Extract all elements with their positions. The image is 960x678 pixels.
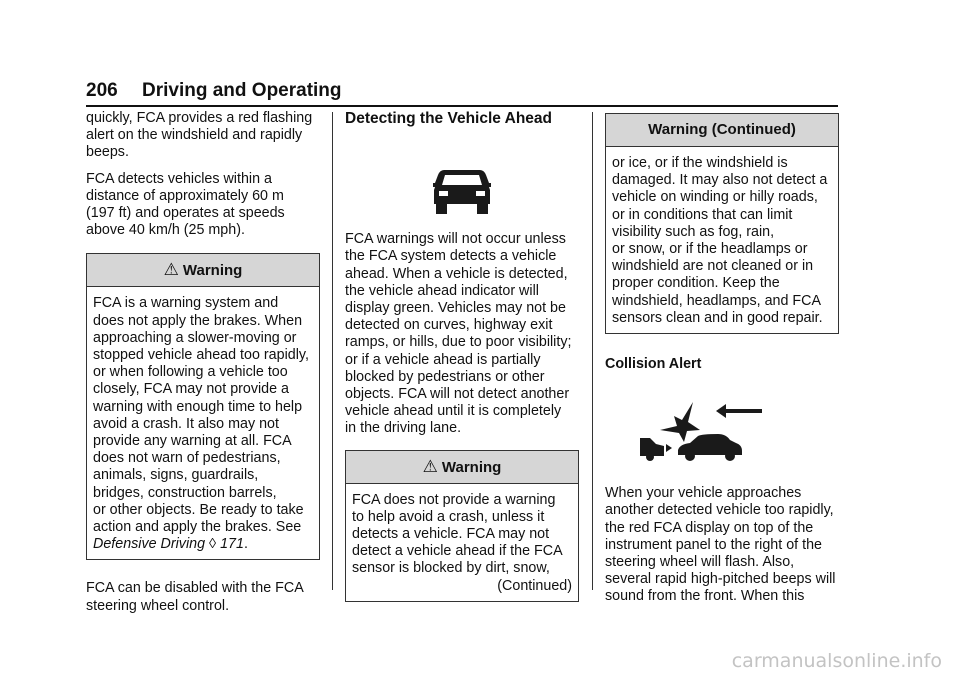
column-2 [345, 110, 579, 602]
column-divider [332, 112, 333, 590]
paragraph: FCA warnings will not occur unless the FCA system detects a vehicle ahead. When a vehicle is detected, the vehicle ahead indicator will display green. Vehicles may not be detected on curves, highway exit ramps, or hills, due to poor visibility; or if a vehicle ahead is partially blocked by pedestrians or other objects. FCA will not detect another vehicle ahead until it is completely in the driving lane. [345, 231, 572, 437]
header-rule [86, 105, 838, 107]
warning-body: FCA does not provide a warning to help avoid a crash, unless it detects a vehicle. FCA may not detect a vehicle ahead if the FCA sensor is blocked by dirt, snow, (Continued) [352, 491, 572, 594]
warning-header: Warning (Continued) [606, 114, 838, 147]
warning-body: FCA is a warning system and does not apply the brakes. When approaching a slower-moving or stopped vehicle ahead too rapidly, or when following a vehicle too closely, FCA may not provide a warning with enough time to help avoid a crash. It also may not provide any warning at all. FCA does not warn of pedestrians, animals, signs, guardrails, bridges, construction barrels, or other objects. Be ready to take action and apply the brakes. See Defensive Driving ◊ 171. [87, 287, 319, 559]
vehicle-ahead-figure [345, 127, 579, 231]
page-ref-icon: ◊ [209, 536, 217, 553]
page-number: 206 [86, 80, 118, 101]
warning-box-continued [605, 113, 839, 334]
continued-label: (Continued) [497, 577, 572, 594]
warning-header: ⚠ Warning [346, 451, 578, 484]
watermark: carmanualsonline.info [731, 650, 942, 672]
page-header [86, 80, 342, 102]
warning-box [345, 450, 579, 602]
warning-icon: ⚠ [163, 260, 179, 280]
section-heading: Detecting the Vehicle Ahead [345, 110, 553, 127]
column-3 [605, 110, 839, 615]
warning-header: ⚠ Warning [87, 254, 319, 287]
warning-icon: ⚠ [422, 456, 438, 476]
vehicle-ahead-icon [432, 166, 492, 216]
column-divider [592, 112, 593, 590]
paragraph: quickly, FCA provides a red flashing alert on the windshield and rapidly beeps. [86, 110, 313, 161]
warning-body: or ice, or if the windshield is damaged. It may also not detect a vehicle on winding or hilly roads, or in conditions that can limit visibility such as fog, rain, or snow, or if the headlamps or windshield are not cleaned or in proper condition. Keep the windshield, headlamps, and FCA sensors clean and in good repair. [612, 155, 828, 326]
collision-alert-icon [638, 400, 768, 462]
collision-alert-figure [605, 373, 839, 485]
column-1 [86, 110, 320, 624]
paragraph: FCA can be disabled with the FCA steering wheel control. [86, 580, 304, 614]
section-title: Driving and Operating [142, 80, 342, 101]
cross-reference[interactable]: Defensive Driving ◊ 171. [93, 536, 248, 553]
warning-box [86, 253, 320, 560]
section-heading: Collision Alert [605, 356, 702, 373]
paragraph: FCA detects vehicles within a distance of approximately 60 m (197 ft) and operates at speeds above 40 km/h (25 mph). [86, 170, 285, 239]
paragraph: When your vehicle approaches another detected vehicle too rapidly, the red FCA display on top of the instrument panel to the right of the steering wheel will flash. Also, several rapid high-pitched beeps will sound from the front. When this [605, 485, 836, 605]
